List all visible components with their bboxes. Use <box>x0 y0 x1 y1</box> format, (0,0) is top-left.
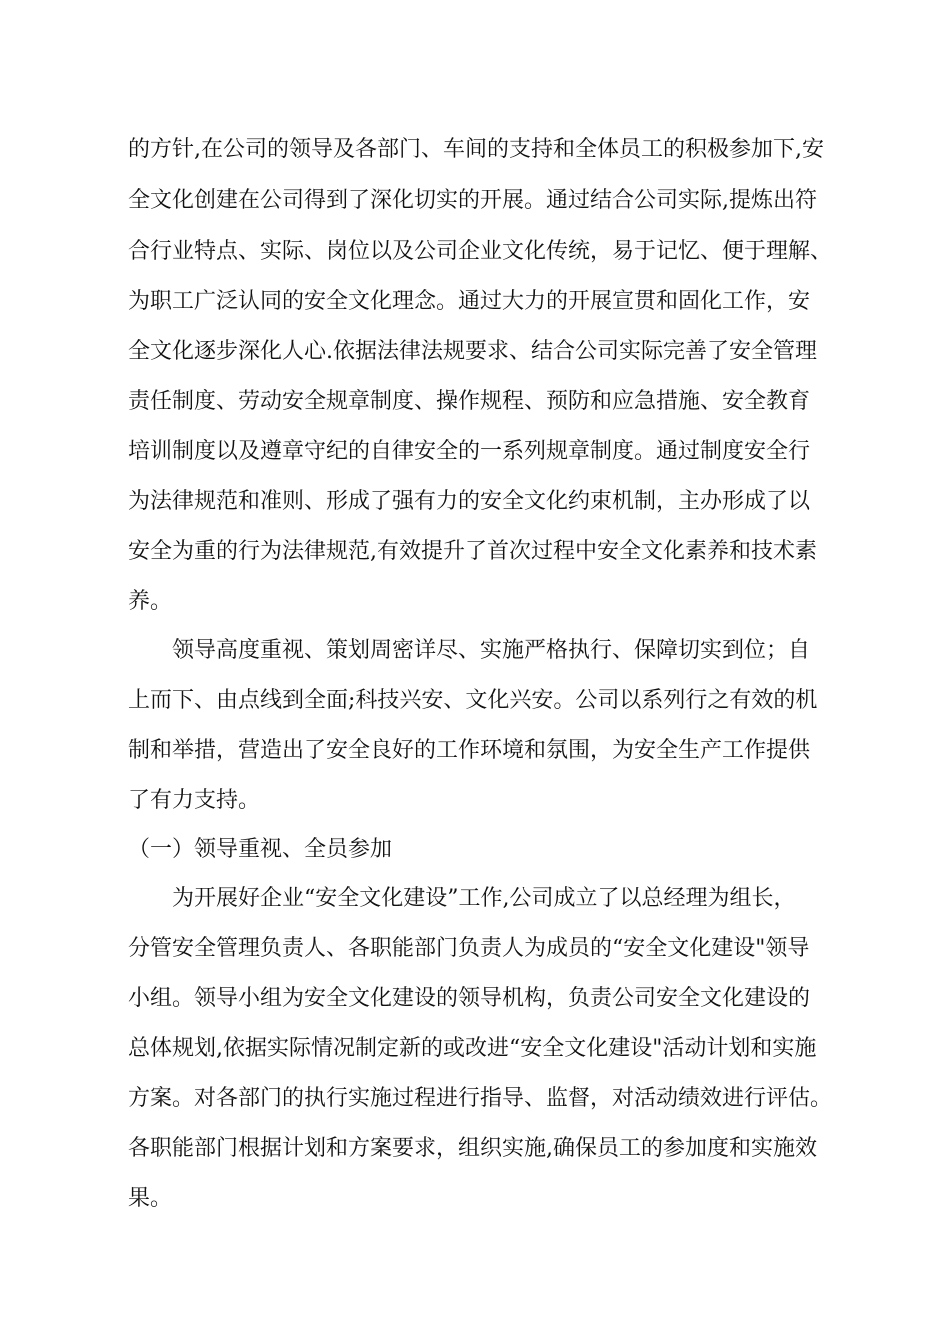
text-line: 制和举措，营造出了安全良好的工作环境和氛围，为安全生产工作提供 <box>128 738 811 763</box>
text-line: 合行业特点、实际、岗位以及公司企业文化传统，易于记忆、便于理解、 <box>128 239 833 264</box>
text-line: 为法律规范和准则、形成了强有力的安全文化约束机制，主办形成了以 <box>128 489 811 514</box>
paragraph-first-line: 为开展好企业“安全文化建设”工作,公司成立了以总经理为组长， <box>172 886 796 911</box>
text-line: 全文化创建在公司得到了深化切实的开展。通过结合公司实际,提炼出符 <box>128 188 817 213</box>
text-line: 安全为重的行为法律规范,有效提升了首次过程中安全文化素养和技术素 <box>128 539 817 564</box>
text-line: 方案。对各部门的执行实施过程进行指导、监督，对活动绩效进行评估。 <box>128 1086 833 1111</box>
text-line: 的方针,在公司的领导及各部门、车间的支持和全体员工的积极参加下,安 <box>128 137 824 162</box>
text-line: 小组。领导小组为安全文化建设的领导机构，负责公司安全文化建设的 <box>128 986 811 1011</box>
text-line: 各职能部门根据计划和方案要求，组织实施,确保员工的参加度和实施效 <box>128 1136 817 1161</box>
text-line: 总体规划,依据实际情况制定新的或改进“安全文化建设"活动计划和实施 <box>128 1036 817 1061</box>
section-heading: （一）领导重视、全员参加 <box>128 837 393 862</box>
paragraph-first-line: 领导高度重视、策划周密详尽、实施严格执行、保障切实到位；自 <box>172 638 811 663</box>
text-line: 上而下、由点线到全面;科技兴安、文化兴安。公司以系列行之有效的机 <box>128 688 818 713</box>
text-line: 为职工广泛认同的安全文化理念。通过大力的开展宣贯和固化工作，安 <box>128 289 811 314</box>
text-line: 责任制度、劳动安全规章制度、操作规程、预防和应急措施、安全教育 <box>128 389 811 414</box>
text-line: 了有力支持。 <box>128 788 261 813</box>
text-line: 分管安全管理负责人、各职能部门负责人为成员的“安全文化建设"领导 <box>128 936 810 961</box>
text-line: 养。 <box>128 589 173 614</box>
text-line: 果。 <box>128 1186 173 1211</box>
text-line: 培训制度以及遵章守纪的自律安全的一系列规章制度。通过制度安全行 <box>128 439 811 464</box>
text-line: 全文化逐步深化人心.依据法律法规要求、结合公司实际完善了安全管理 <box>128 339 817 364</box>
